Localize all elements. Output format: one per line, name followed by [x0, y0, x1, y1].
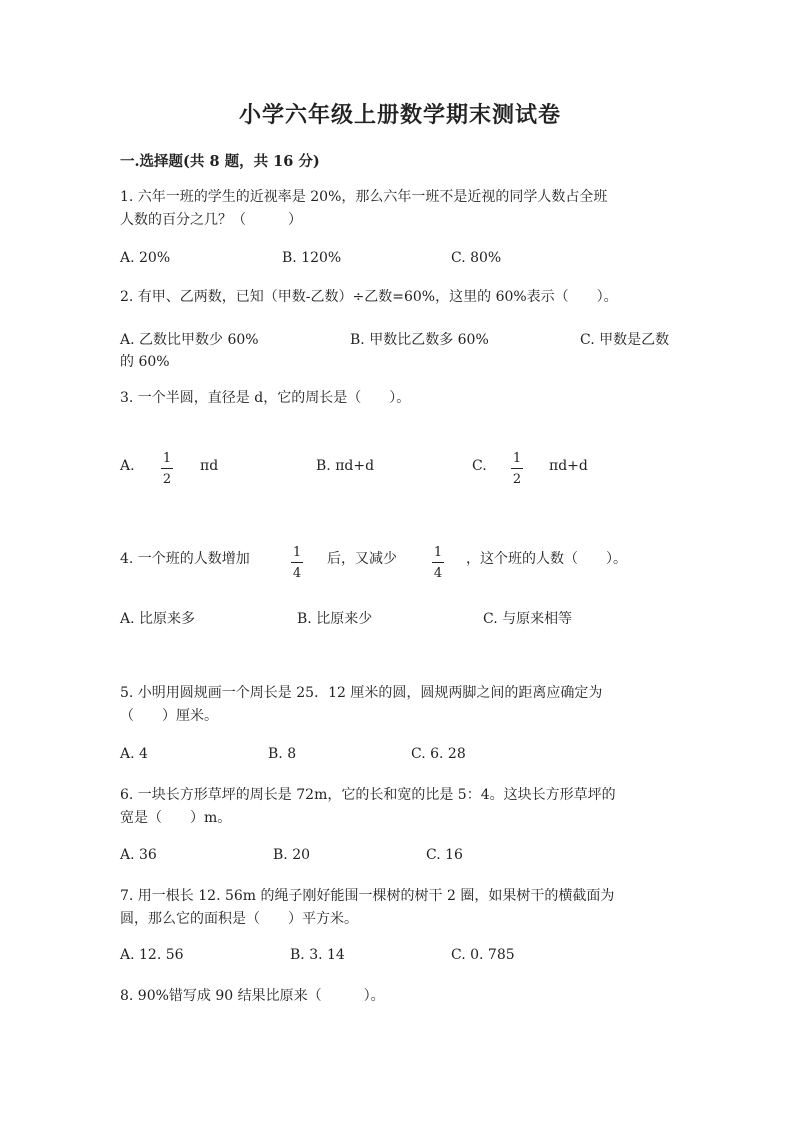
question-2-option-b: B. 甲数比乙数多 60%: [350, 332, 489, 348]
fraction-bar: [511, 468, 523, 469]
question-4-part-2: 后，又减少: [327, 551, 397, 567]
question-3-option-c-label: C.: [472, 458, 487, 474]
question-3-option-c-fraction: [510, 451, 524, 487]
fraction-numerator: 1: [433, 545, 443, 560]
question-3-line-1: 3. 一个半圆，直径是 d，它的周长是（ ）。: [120, 390, 411, 406]
page-title: 小学六年级上册数学期末测试卷: [238, 102, 561, 128]
question-4-option-a: A. 比原来多: [120, 611, 196, 627]
question-6-line-1: 6. 一块长方形草坪的周长是 72m，它的长和宽的比是 5：4。这块长方形草坪的: [120, 787, 616, 803]
question-5-option-c: C. 6. 28: [411, 746, 466, 762]
question-4-fraction-2: [431, 545, 445, 581]
fraction-denominator: 2: [162, 472, 172, 487]
question-2-option-c: C. 甲数是乙数: [580, 332, 670, 348]
question-5-line-2: （ ）厘米。: [120, 708, 218, 724]
question-3-option-c-tail: πd+d: [549, 458, 588, 474]
question-4-option-c: C. 与原来相等: [483, 611, 573, 627]
question-1-line-2: 人数的百分之几？（ ）: [120, 212, 302, 228]
question-4-fraction-1: [290, 545, 304, 581]
question-5-option-b: B. 8: [268, 746, 297, 762]
question-3-option-a-label: A.: [120, 458, 135, 474]
question-3: [120, 387, 680, 410]
question-4-part-3: ，这个班的人数（ ）。: [466, 551, 627, 567]
fraction-bar: [291, 562, 303, 563]
fraction-numerator: 1: [292, 545, 302, 560]
question-3-option-a-tail: πd: [200, 458, 219, 474]
question-8-line-1: 8. 90%错写成 90 结果比原来（ ）。: [120, 988, 385, 1004]
question-1: [120, 186, 680, 232]
question-3-option-b: B. πd+d: [316, 458, 375, 474]
question-7-option-c: C. 0. 785: [451, 947, 515, 963]
question-7-option-b: B. 3. 14: [290, 947, 345, 963]
question-7-option-a: A. 12. 56: [120, 947, 184, 963]
question-2-line-1: 2. 有甲、乙两数，已知（甲数-乙数）÷乙数=60%，这里的 60%表示（ ）。: [120, 289, 618, 305]
fraction-numerator: 1: [512, 451, 522, 466]
question-2-option-a: A. 乙数比甲数少 60%: [120, 332, 259, 348]
question-6-line-2: 宽是（ ）m。: [120, 810, 232, 826]
question-6-option-a: A. 36: [120, 847, 157, 863]
question-7-line-1: 7. 用一根长 12. 56m 的绳子刚好能围一棵树的树干 2 圈，如果树干的横截面为: [120, 888, 615, 904]
question-8: [120, 985, 680, 1008]
question-7: [120, 885, 680, 931]
question-5-line-1: 5. 小明用圆规画一个周长是 25．12 厘米的圆，圆规两脚之间的距离应确定为: [120, 685, 603, 701]
fraction-bar: [161, 468, 173, 469]
question-5-option-a: A. 4: [120, 746, 148, 762]
fraction-numerator: 1: [162, 451, 172, 466]
fraction-denominator: 2: [512, 472, 522, 487]
question-5: [120, 682, 680, 728]
question-4-part-1: 4. 一个班的人数增加: [120, 551, 250, 567]
fraction-bar: [432, 562, 444, 563]
question-6-option-b: B. 20: [273, 847, 311, 863]
question-2-option-c-continued: 的 60%: [120, 354, 170, 370]
question-6: [120, 784, 680, 830]
question-2: [120, 286, 680, 309]
question-6-option-c: C. 16: [426, 847, 463, 863]
question-3-option-a-fraction: [160, 451, 174, 487]
question-1-option-a: A. 20%: [120, 250, 171, 266]
fraction-denominator: 4: [292, 566, 302, 581]
question-7-line-2: 圆，那么它的面积是（ ）平方米。: [120, 911, 358, 927]
question-4-option-b: B. 比原来少: [297, 611, 373, 627]
question-1-option-b: B. 120%: [282, 250, 342, 266]
question-1-option-c: C. 80%: [451, 250, 502, 266]
section-heading: 一.选择题(共 8 题，共 16 分): [120, 153, 320, 170]
fraction-denominator: 4: [433, 566, 443, 581]
question-1-line-1: 1. 六年一班的学生的近视率是 20%，那么六年一班不是近视的同学人数占全班: [120, 189, 608, 205]
